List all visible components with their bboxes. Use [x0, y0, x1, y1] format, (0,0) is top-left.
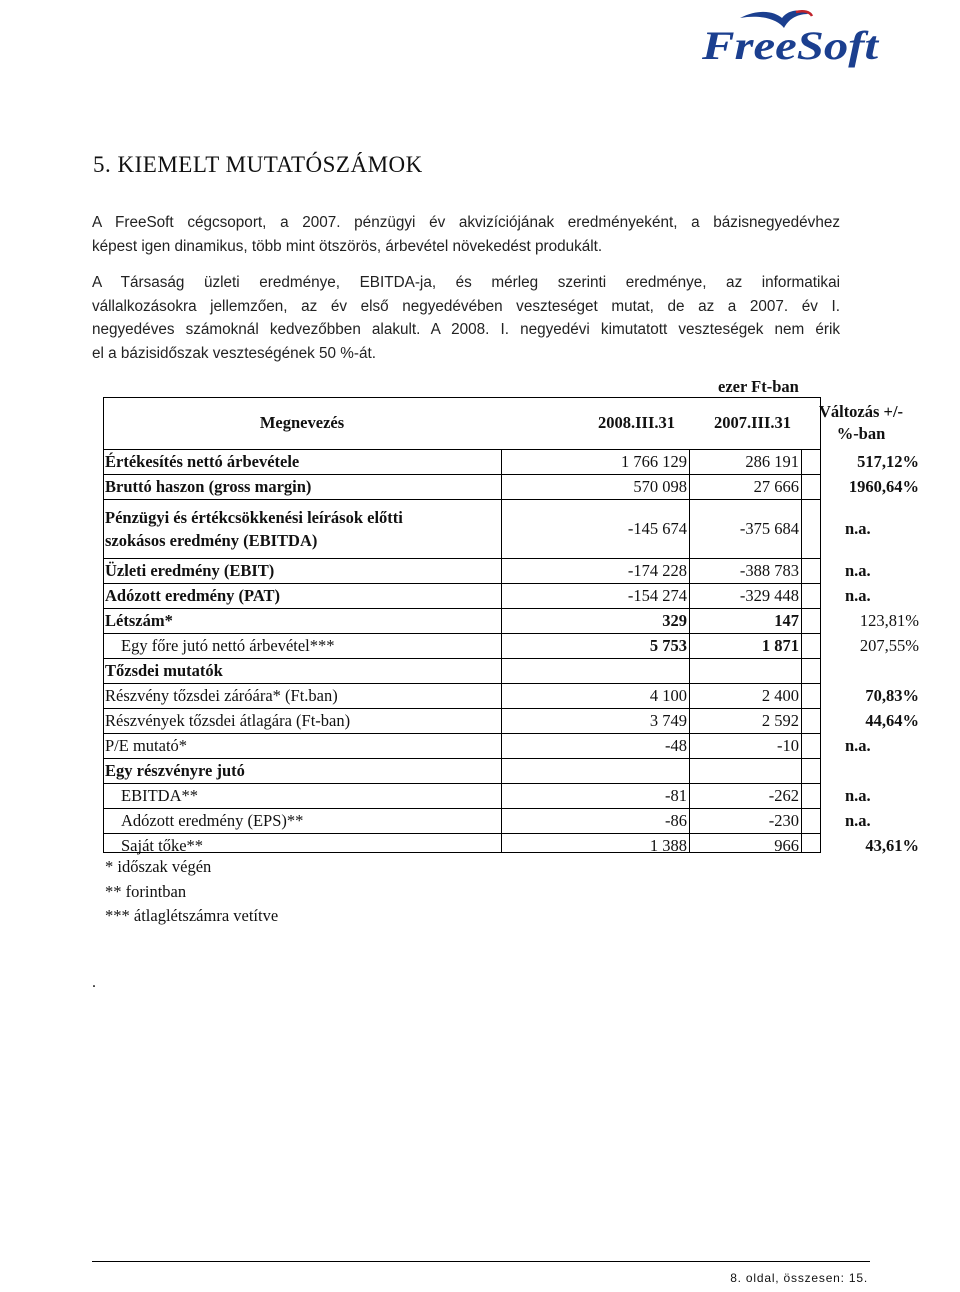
row-value-change: n.a. — [845, 785, 871, 805]
row-label: Tőzsdei mutatók — [105, 660, 223, 680]
row-value-2008: 5 753 — [649, 635, 687, 655]
table-row — [103, 733, 871, 758]
row-label: Egy részvényre jutó — [105, 760, 245, 780]
row-value-2007 — [689, 758, 801, 783]
header-2007: 2007.III.31 — [713, 413, 791, 432]
row-value-change: 44,64% — [865, 710, 919, 730]
table-row — [103, 583, 871, 608]
row-value-change: 1960,64% — [848, 476, 919, 496]
row-value-2008: -174 228 — [627, 560, 687, 580]
row-value-2008: -154 274 — [627, 585, 687, 605]
row-label-line2: szokásos eredmény (EBITDA) — [105, 530, 318, 550]
row-label: Bruttó haszon (gross margin) — [105, 476, 312, 496]
intro-paragraph-1 — [92, 211, 840, 258]
paragraph-line: képest igen dinamikus, több mint ötszörös, árbevétel növekedést produkált. — [92, 237, 603, 255]
row-label: Üzleti eredmény (EBIT) — [105, 560, 275, 580]
row-value-change: n.a. — [845, 810, 871, 830]
logo-text: FreeSoft — [700, 23, 881, 68]
row-value-2007: 286 191 — [745, 451, 799, 471]
footnotes — [105, 855, 278, 929]
header-name: Megnevezés — [259, 413, 345, 432]
row-value-2008: 329 — [662, 610, 687, 630]
table-row — [103, 449, 919, 474]
row-value-2007: -375 684 — [739, 518, 799, 538]
row-value-2008: -86 — [665, 810, 687, 830]
row-value-change: 207,55% — [859, 635, 919, 655]
row-value-2008: -48 — [665, 735, 687, 755]
paragraph-line: el a bázisidőszak veszteségének 50 %-át. — [92, 344, 377, 362]
row-label — [103, 499, 501, 558]
footnote: *** átlaglétszámra vetítve — [105, 906, 279, 925]
row-value-2007: -329 448 — [739, 585, 799, 605]
unit-label: ezer Ft-ban — [718, 377, 799, 396]
table-row — [103, 808, 871, 833]
row-value-2008: 570 098 — [633, 476, 687, 496]
row-value-2008: -81 — [665, 785, 687, 805]
page-number: 8. oldal, összesen: 15. — [730, 1271, 868, 1285]
table-row — [103, 633, 919, 658]
row-label-line1: Pénzügyi és értékcsökkenési leírások előtti — [105, 507, 403, 527]
row-value-2008: -145 674 — [627, 518, 687, 538]
paragraph-line: negyedéves számoknál kedvezőbben alakult. A 2008. I. negyedévi kimutatott veszteségek nem érik — [92, 321, 840, 338]
row-value-change: n.a. — [845, 585, 871, 605]
paragraph-line: A FreeSoft cégcsoport, a 2007. pénzügyi év akvizíciójának eredményeként, a bázisnegyedévhez — [92, 214, 840, 231]
row-value-change: 70,83% — [865, 685, 919, 705]
row-value-2008: 4 100 — [649, 685, 687, 705]
table-row — [103, 474, 919, 499]
row-label: Adózott eredmény (EPS)** — [121, 810, 304, 830]
row-value-change: 43,61% — [865, 835, 919, 855]
table-row — [103, 658, 821, 683]
row-value-2007: 27 666 — [753, 476, 799, 496]
row-value-2007: 2 400 — [761, 685, 799, 705]
row-value-change: 517,12% — [857, 451, 919, 471]
row-value-2007: -230 — [768, 810, 799, 830]
row-value-change — [801, 758, 921, 783]
row-value-change: n.a. — [845, 518, 871, 538]
stray-dot: . — [92, 974, 96, 991]
row-label: Saját tőke** — [121, 835, 204, 855]
row-value-2007: -10 — [777, 735, 799, 755]
row-label: Egy főre jutó nettó árbevétel*** — [121, 635, 335, 655]
header-change-line1: Változás +/- — [818, 402, 904, 421]
header-change — [801, 397, 921, 449]
key-figures-table — [103, 397, 919, 858]
table-row — [103, 708, 919, 733]
row-value-2007: 2 592 — [761, 710, 799, 730]
header-change-line2: %-ban — [836, 424, 886, 443]
row-value-2008 — [501, 758, 689, 783]
row-label: P/E mutató* — [105, 735, 188, 755]
row-value-2007: -262 — [768, 785, 799, 805]
table-row — [103, 683, 919, 708]
footer-divider — [92, 1261, 870, 1262]
row-value-change — [801, 658, 921, 683]
table-row — [103, 558, 871, 583]
row-value-2008: 1 766 129 — [621, 451, 687, 471]
row-value-2008 — [501, 658, 689, 683]
section-heading: 5. KIEMELT MUTATÓSZÁMOK — [93, 152, 423, 177]
table-row — [103, 499, 871, 558]
row-label: Részvények tőzsdei átlagára (Ft-ban) — [105, 710, 351, 730]
row-label: Adózott eredmény (PAT) — [105, 585, 281, 605]
footnote: ** forintban — [105, 881, 187, 901]
freesoft-logo — [700, 2, 885, 72]
row-value-change: n.a. — [845, 735, 871, 755]
paragraph-line: vállalkozásokra jellemzően, az év első negyedévében veszteséget mutat, de az a 2007. év I. — [92, 297, 840, 315]
row-label: Létszám* — [105, 610, 173, 630]
row-value-change: n.a. — [845, 560, 871, 580]
row-value-2007: 1 871 — [761, 635, 799, 655]
intro-paragraph-2 — [92, 271, 840, 365]
row-label: EBITDA** — [121, 785, 198, 805]
paragraph-line: A Társaság üzleti eredménye, EBITDA-ja, és mérleg szerinti eredménye, az informatikai — [92, 274, 840, 291]
row-value-2008: 1 388 — [649, 835, 687, 855]
row-value-2008: 3 749 — [649, 710, 687, 730]
table-header-row — [103, 397, 904, 449]
header-2008: 2008.III.31 — [597, 413, 675, 432]
row-value-2007: 966 — [774, 835, 799, 855]
footnote: * időszak végén — [105, 857, 212, 876]
row-value-2007 — [689, 658, 801, 683]
row-label: Értékesítés nettó árbevétele — [105, 451, 300, 471]
row-label: Részvény tőzsdei záróára* (Ft.ban) — [105, 685, 338, 705]
row-value-change: 123,81% — [859, 610, 919, 630]
table-row — [103, 758, 821, 783]
table-row — [103, 608, 919, 633]
row-value-2007: 147 — [774, 610, 799, 630]
table-row — [103, 783, 871, 808]
row-value-2007: -388 783 — [739, 560, 799, 580]
